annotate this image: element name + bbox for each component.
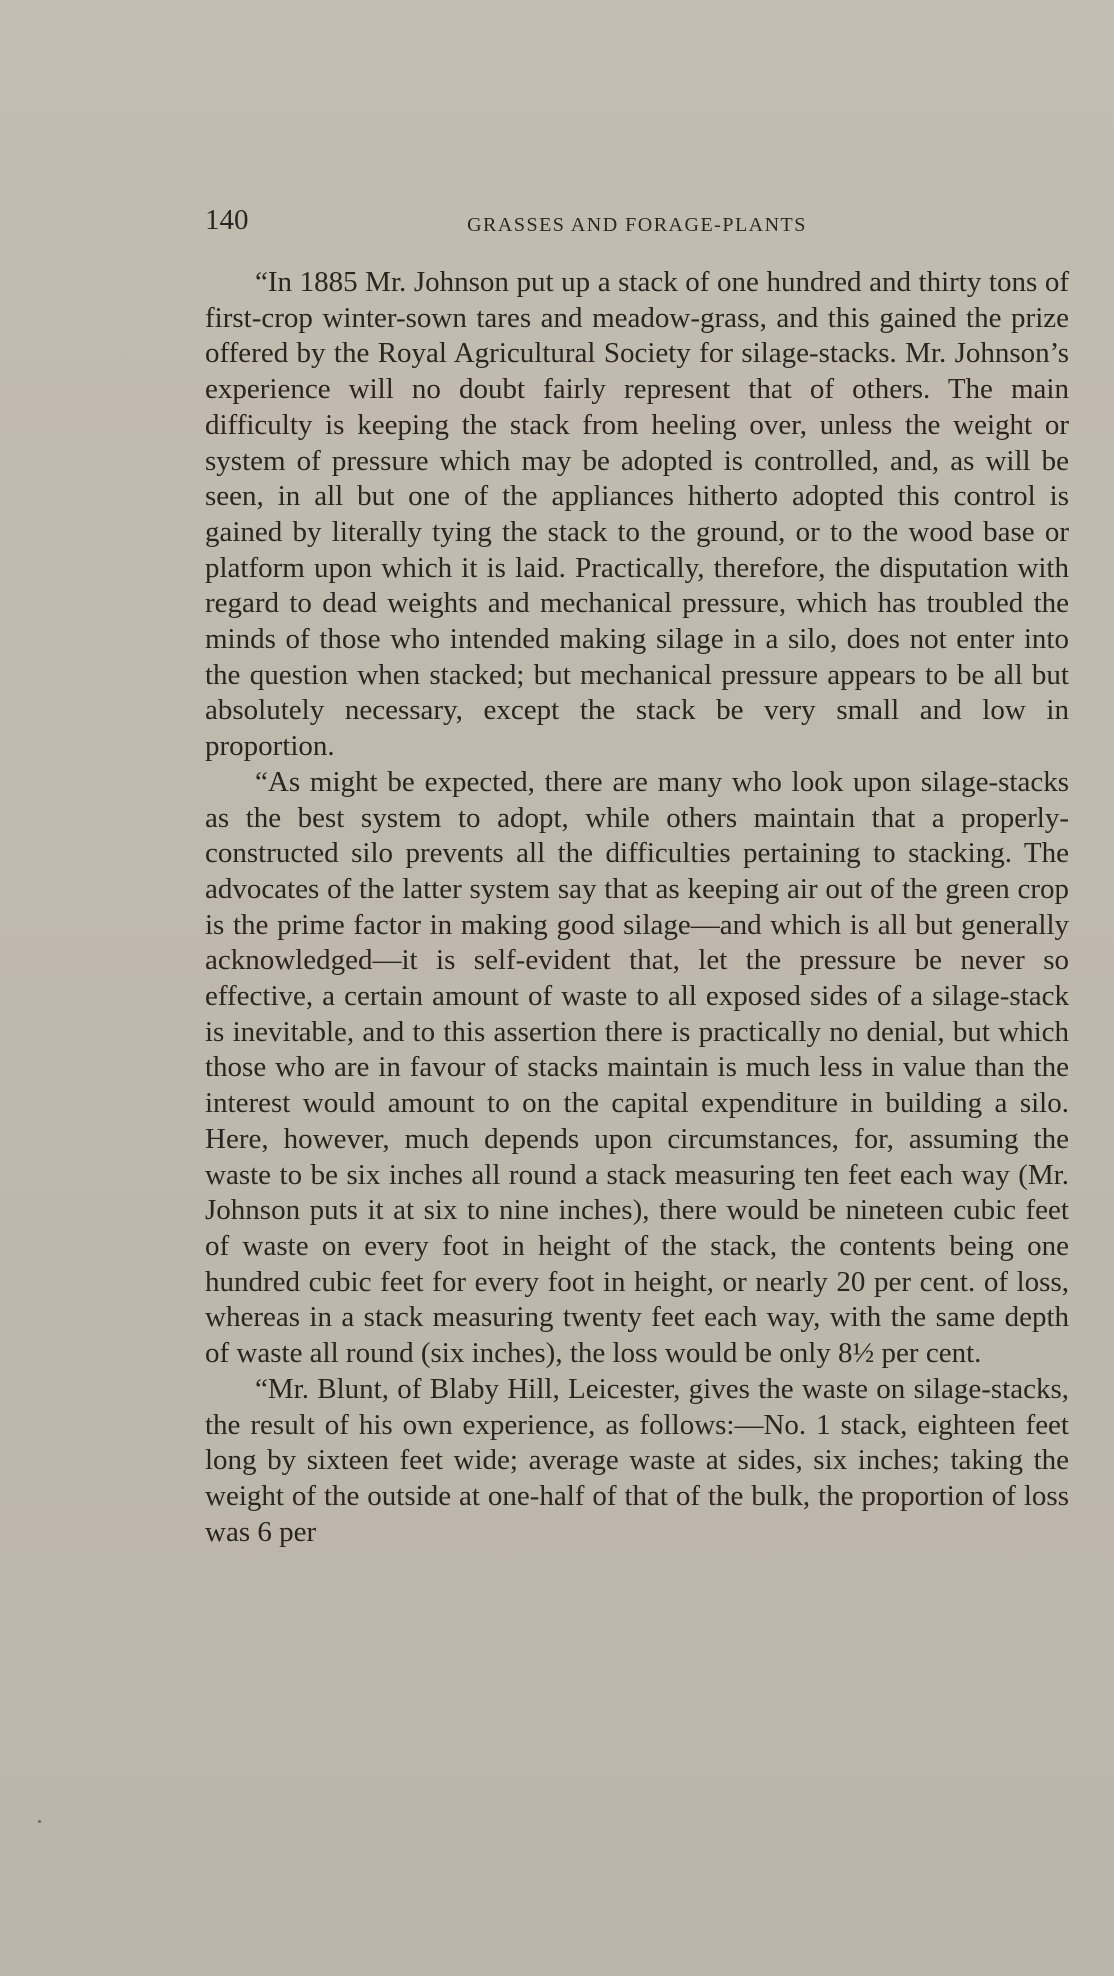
page-header xyxy=(205,200,1069,248)
paper-speck xyxy=(38,1820,41,1823)
body-text xyxy=(205,265,1069,1550)
paragraph: “As might be expected, there are many who look upon silage-stacks as the best system to adopt, while others maintain that a properly-constructed silo prevents all the difficulties pertaining to stacking. The advocates of the latter system say that as keeping air out of the green crop is the prime factor in making good silage—and which is all but generally acknowledged—it is self-evident that, let the pressure be never so effective, a certain amount of waste to all exposed sides of a silage-stack is inevitable, and to this assertion there is practically no denial, but which those who are in favour of stacks maintain is much less in value than the interest would amount to on the capital expenditure in building a silo. Here, however, much depends upon circumstances, for, assuming the waste to be six inches all round a stack measuring ten feet each way (Mr. Johnson puts it at six to nine inches), there would be nineteen cubic feet of waste on every foot in height of the stack, the contents being one hundred cubic feet for every foot in height, or nearly 20 per cent. of loss, whereas in a stack measuring twenty feet each way, with the same depth of waste all round (six inches), the loss would be only 8½ per cent. xyxy=(205,765,1069,1370)
running-title: GRASSES AND FORAGE-PLANTS xyxy=(467,214,807,236)
page-number: 140 xyxy=(205,204,249,236)
paragraph: “Mr. Blunt, of Blaby Hill, Leicester, gives the waste on silage-stacks, the result of his own experience, as follows:—No. 1 stack, eighteen feet long by sixteen feet wide; average waste at sides, six inches; taking the weight of the outside at one-half of that of the bulk, the proportion of loss was 6 per xyxy=(205,1372,1069,1548)
paragraph: “In 1885 Mr. Johnson put up a stack of one hundred and thirty tons of first-crop winter-sown tares and meadow-grass, and this gained the prize offered by the Royal Agricultural Society for silage-stacks. Mr. Johnson’s experience will no doubt fairly represent that of others. The main difficulty is keeping the stack from heeling over, unless the weight or system of pressure which may be adopted is controlled, and, as will be seen, in all but one of the appliances hitherto adopted this control is gained by literally tying the stack to the ground, or to the wood base or platform upon which it is laid. Practically, therefore, the disputation with regard to dead weights and mechanical pressure, which has troubled the minds of those who intended making silage in a silo, does not enter into the question when stacked; but mechanical pressure appears to be all but absolutely necessary, except the stack be very small and low in proportion. xyxy=(205,266,1069,763)
